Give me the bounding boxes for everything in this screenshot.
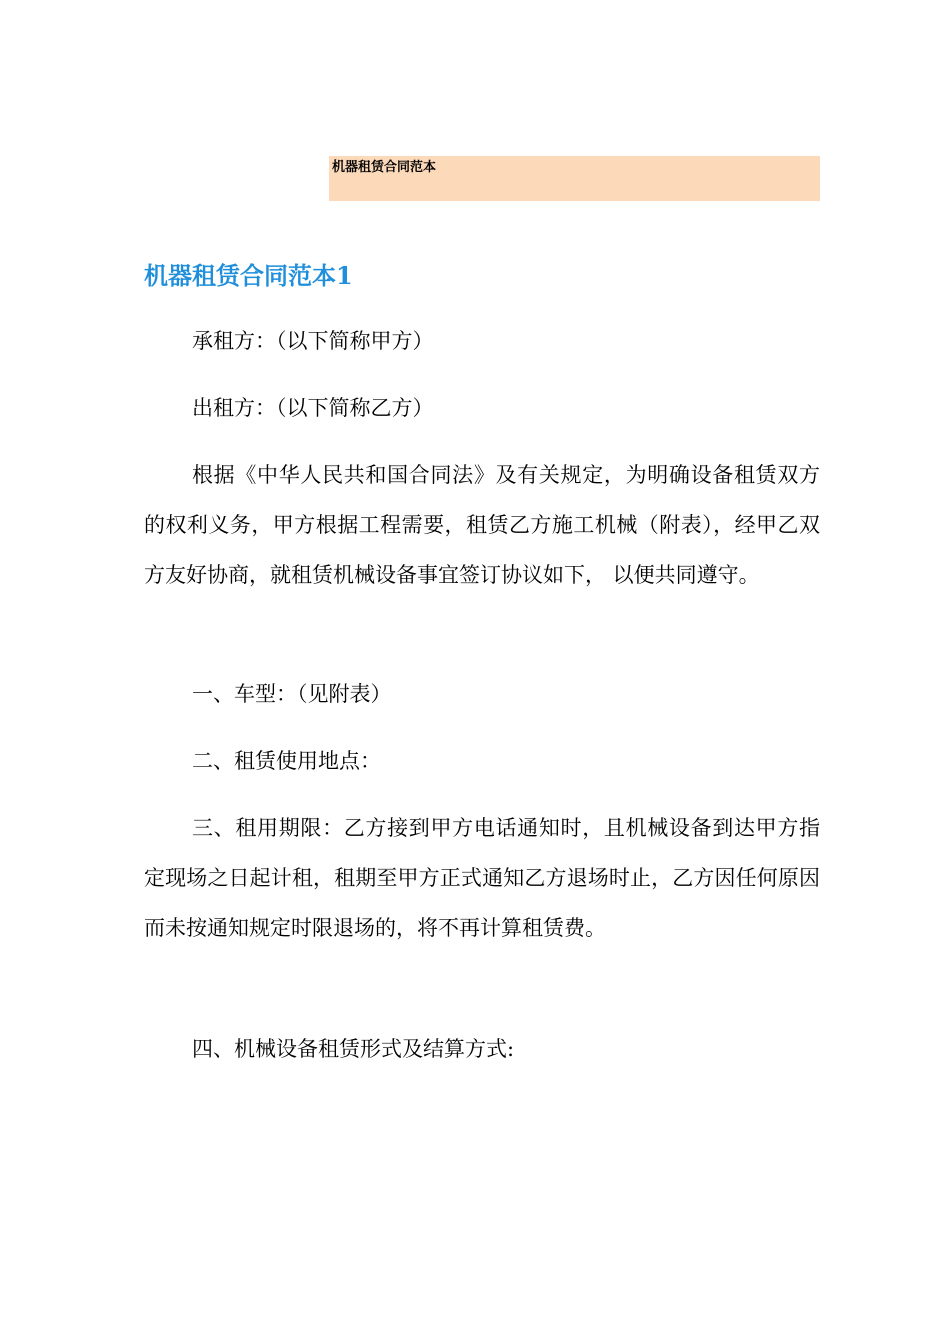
clause-rental-period: 三、租用期限：乙方接到甲方电话通知时，且机械设备到达甲方指定现场之日起计租，租期至甲方正式通知乙方退场时止，乙方因任何原因而未按通知规定时限退场的，将不再计算租赁费。 xyxy=(144,816,820,940)
clause-rental-settlement: 四、机械设备租赁形式及结算方式: xyxy=(192,1037,515,1061)
header-band-label: 机器租赁合同范本 xyxy=(332,160,437,175)
party-a-line: 承租方：（以下简称甲方） xyxy=(192,329,434,353)
clause-vehicle-type: 一、车型：（见附表） xyxy=(192,682,392,706)
clause-usage-location: 二、租赁使用地点： xyxy=(192,749,381,773)
header-band xyxy=(329,156,820,201)
party-b-line: 出租方：（以下简称乙方） xyxy=(192,396,434,420)
document-title: 机器租赁合同范本1 xyxy=(144,261,353,290)
preamble-paragraph: 根据《中华人民共和国合同法》及有关规定，为明确设备租赁双方的权利义务，甲方根据工程需要，租赁乙方施工机械（附表），经甲乙双方友好协商，就租赁机械设备事宜签订协议如下， 以便共同遵守。 xyxy=(144,463,820,587)
